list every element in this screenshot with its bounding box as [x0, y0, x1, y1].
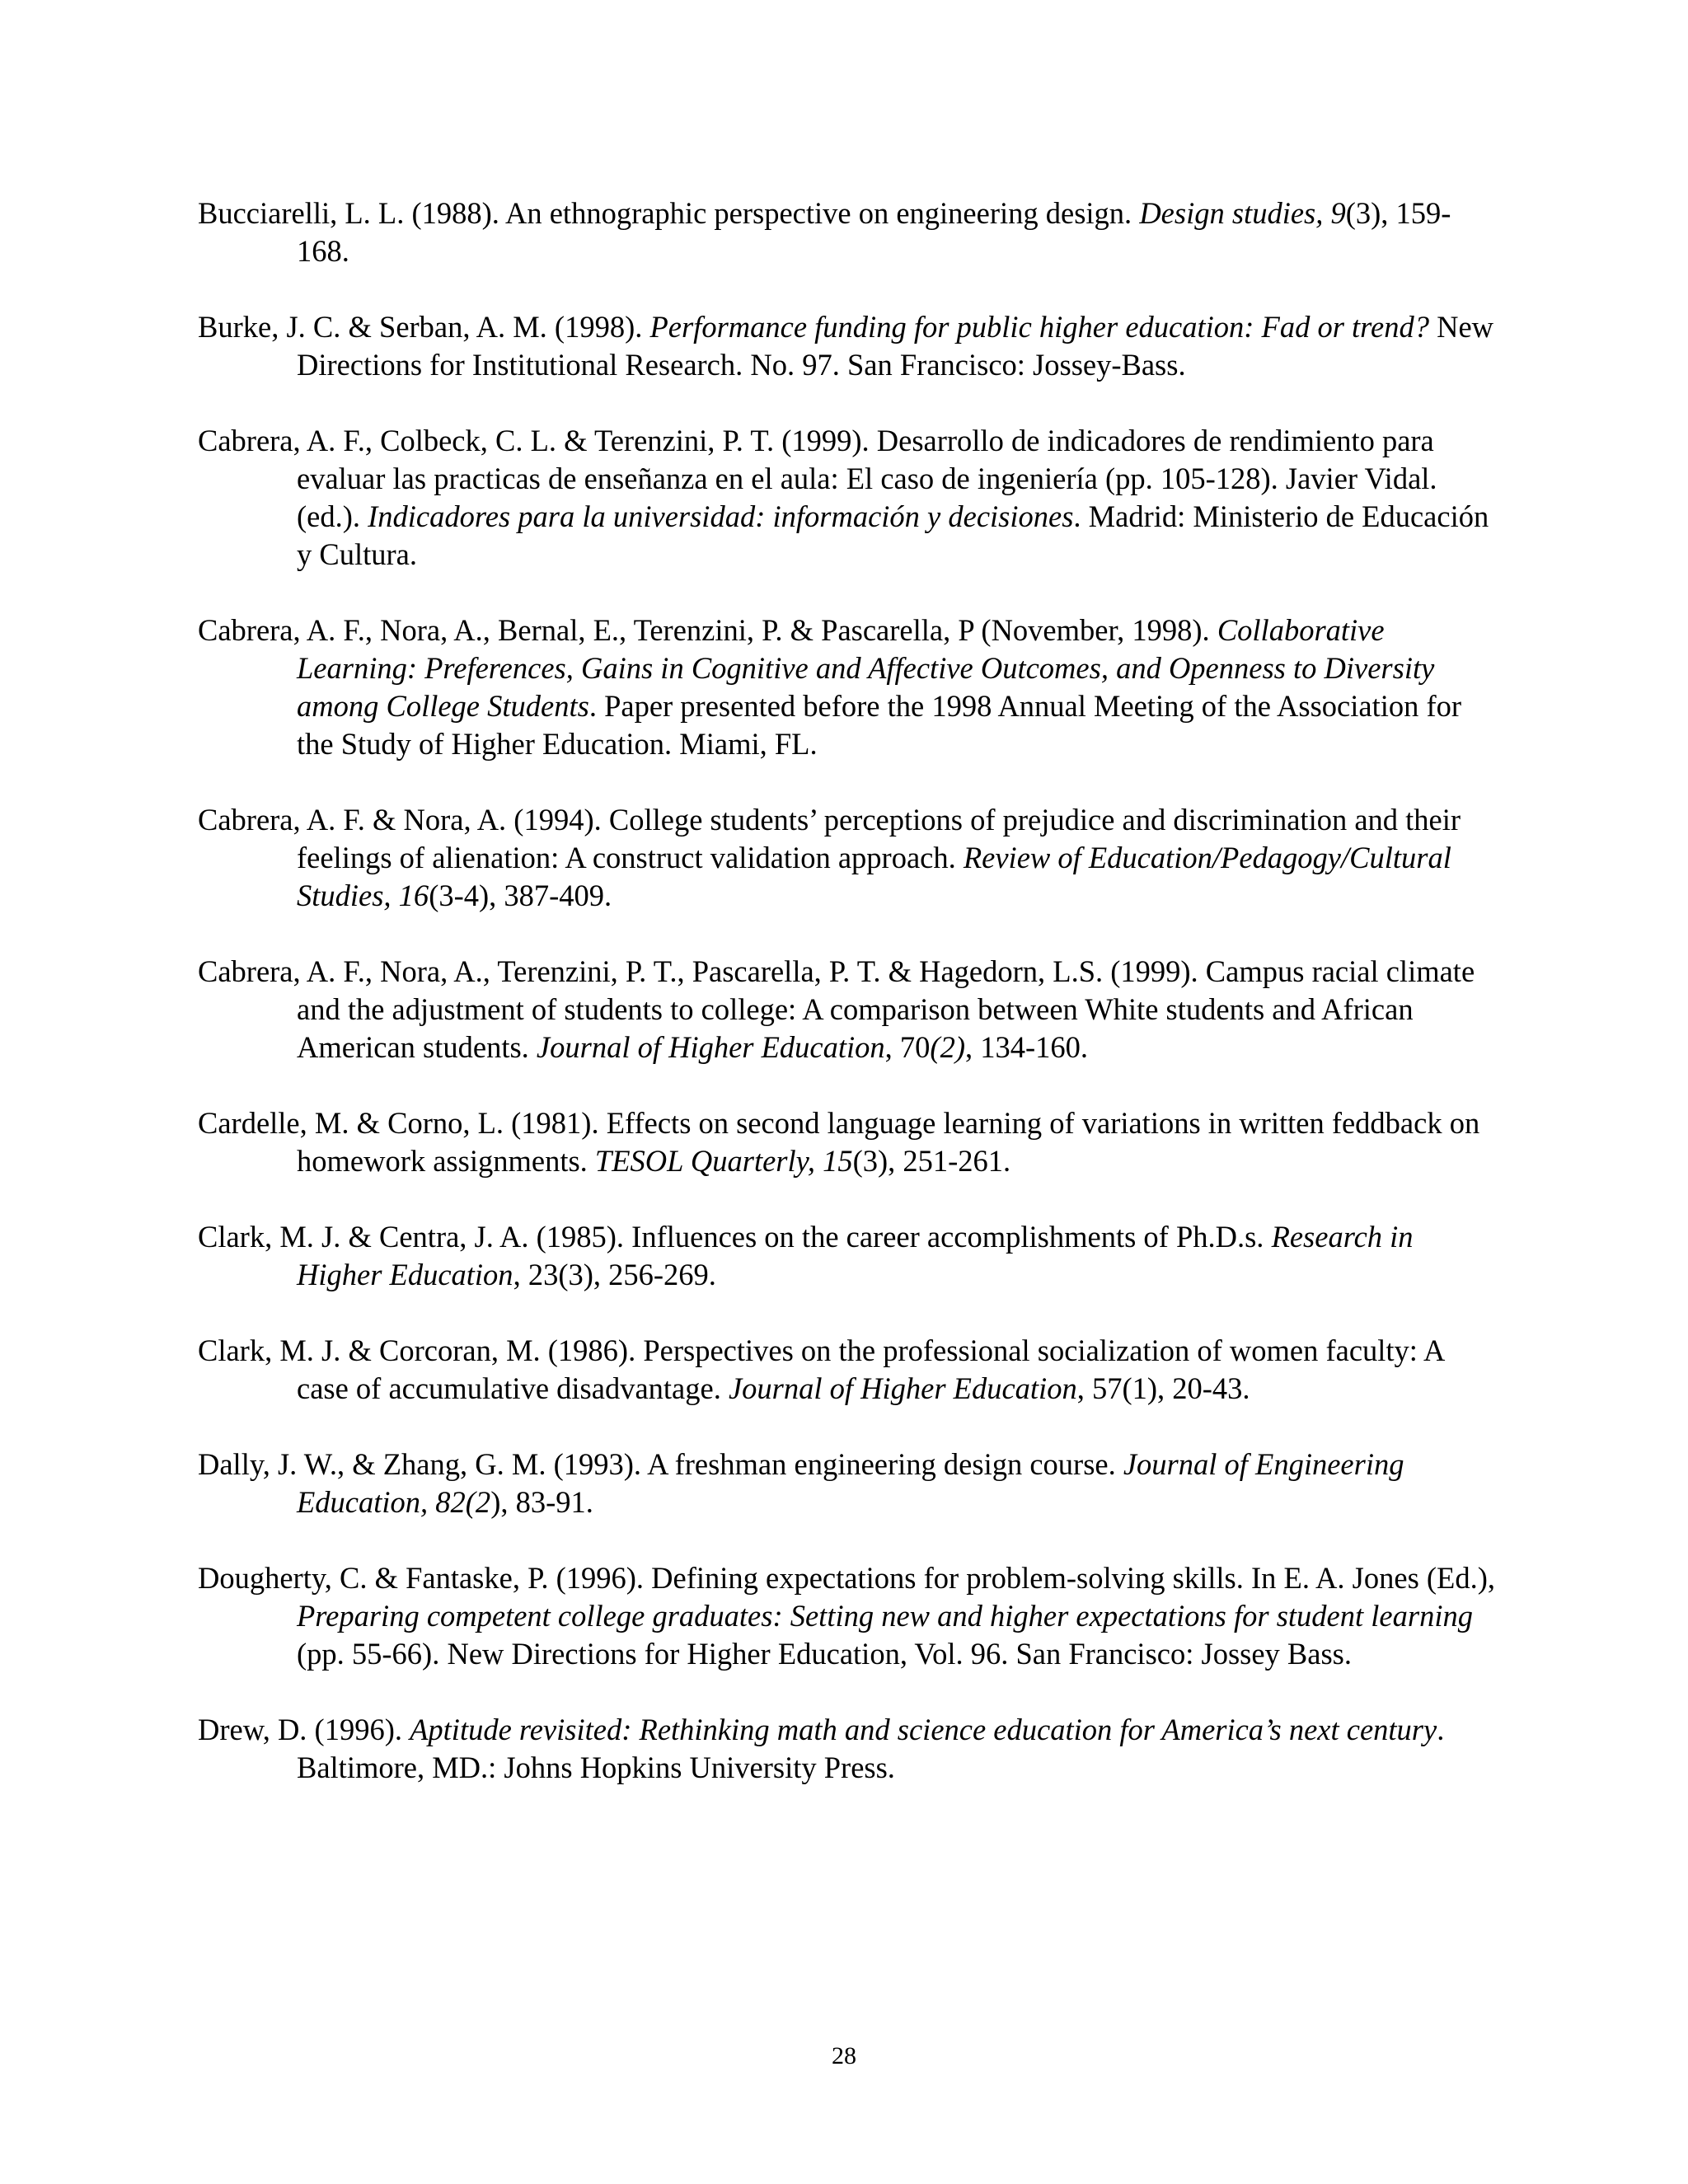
- reference-text: , 57(1), 20-43.: [1076, 1371, 1250, 1405]
- reference-text: Drew, D. (1996).: [198, 1713, 410, 1746]
- reference-text: Clark, M. J. & Centra, J. A. (1985). Influences on the career accomplishments of Ph.D.s.: [198, 1220, 1272, 1254]
- reference-text: (pp. 55-66). New Directions for Higher Education, Vol. 96. San Francisco: Jossey Bass.: [297, 1637, 1353, 1671]
- reference-entry: [198, 1332, 1500, 1408]
- reference-text: , 23(3), 256-269.: [513, 1258, 716, 1291]
- reference-text: Cabrera, A. F., Nora, A., Bernal, E., Terenzini, P. & Pascarella, P (November, 1998).: [198, 613, 1217, 647]
- reference-entry: [198, 1711, 1500, 1787]
- reference-text: Cabrera, A. F. & Nora, A. (1994). College students’ perceptions of prejudice and discrimination and their feelings of alienation: A construct validation approach.: [198, 803, 1461, 874]
- reference-entry: [198, 1446, 1500, 1521]
- reference-text: (3-4), 387-409.: [429, 879, 612, 912]
- reference-italic-text: Journal of Higher Education: [536, 1030, 885, 1064]
- reference-text: , 134-160.: [964, 1030, 1089, 1064]
- reference-text: . Baltimore, MD.: Johns Hopkins University Press.: [297, 1713, 1445, 1784]
- reference-text: ), 83-91.: [490, 1485, 593, 1519]
- reference-entry: [198, 1559, 1500, 1673]
- reference-entry: [198, 422, 1500, 574]
- reference-italic-text: Indicadores para la universidad: información y decisiones: [368, 499, 1074, 533]
- reference-entry: [198, 612, 1500, 763]
- reference-text: (3), 159-168.: [297, 196, 1451, 268]
- reference-italic-text: Performance funding for public higher education: Fad or trend?: [649, 310, 1429, 344]
- reference-list: [198, 194, 1500, 1825]
- reference-entry: [198, 1218, 1500, 1294]
- reference-text: Cardelle, M. & Corno, L. (1981). Effects on second language learning of variations in written feddback on homework assignments.: [198, 1106, 1480, 1178]
- reference-text: Bucciarelli, L. L. (1988). An ethnographic perspective on engineering design.: [198, 196, 1140, 230]
- reference-italic-text: Preparing competent college graduates: Setting new and higher expectations for student learning: [297, 1599, 1473, 1633]
- reference-entry: [198, 194, 1500, 270]
- page-number: 28: [832, 2042, 856, 2069]
- reference-entry: [198, 801, 1500, 915]
- reference-text: . Paper presented before the 1998 Annual Meeting of the Association for the Study of Higher Education. Miami, FL.: [297, 689, 1462, 761]
- reference-text: Dally, J. W., & Zhang, G. M. (1993). A freshman engineering design course.: [198, 1447, 1123, 1481]
- reference-text: New Directions for Institutional Research. No. 97. San Francisco: Jossey-Bass.: [297, 310, 1494, 382]
- reference-italic-text: Research in Higher Education: [297, 1220, 1414, 1291]
- reference-text: Dougherty, C. & Fantaske, P. (1996). Defining expectations for problem-solving skills. In E. A. Jones (Ed.),: [198, 1561, 1496, 1595]
- reference-text: Cabrera, A. F., Colbeck, C. L. & Terenzini, P. T. (1999). Desarrollo de indicadores de rendimiento para evaluar las practicas de enseñanza en el aula: El caso de ingeniería (pp. 105-128). Javier Vidal. (ed.).: [198, 424, 1437, 533]
- reference-italic-text: TESOL Quarterly, 15: [594, 1144, 853, 1178]
- reference-italic-text: Journal of Engineering Education, 82(2: [297, 1447, 1404, 1519]
- reference-entry: [198, 953, 1500, 1066]
- reference-text: Burke, J. C. & Serban, A. M. (1998).: [198, 310, 650, 344]
- reference-entry: [198, 1104, 1500, 1180]
- reference-italic-text: Collaborative Learning: Preferences, Gains in Cognitive and Affective Outcomes, and Openness to Diversity among College Students: [297, 613, 1435, 723]
- reference-text: . Madrid: Ministerio de Educación y Cultura.: [297, 499, 1489, 571]
- reference-italic-text: Review of Education/Pedagogy/Cultural Studies, 16: [297, 841, 1451, 912]
- reference-text: Cabrera, A. F., Nora, A., Terenzini, P. T., Pascarella, P. T. & Hagedorn, L.S. (1999). Campus racial climate and the adjustment of students to college: A comparison between White students and African American students.: [198, 954, 1475, 1064]
- reference-entry: [198, 308, 1500, 384]
- reference-text: (3), 251-261.: [852, 1144, 1011, 1178]
- reference-text: , 70: [884, 1030, 931, 1064]
- reference-text: Clark, M. J. & Corcoran, M. (1986). Perspectives on the professional socialization of women faculty: A case of accumulative disadvantage.: [198, 1333, 1444, 1405]
- reference-italic-text: (2): [930, 1030, 965, 1064]
- reference-italic-text: Design studies, 9: [1139, 196, 1346, 230]
- reference-italic-text: Journal of Higher Education: [728, 1371, 1077, 1405]
- reference-italic-text: Aptitude revisited: Rethinking math and science education for America’s next century: [410, 1713, 1437, 1746]
